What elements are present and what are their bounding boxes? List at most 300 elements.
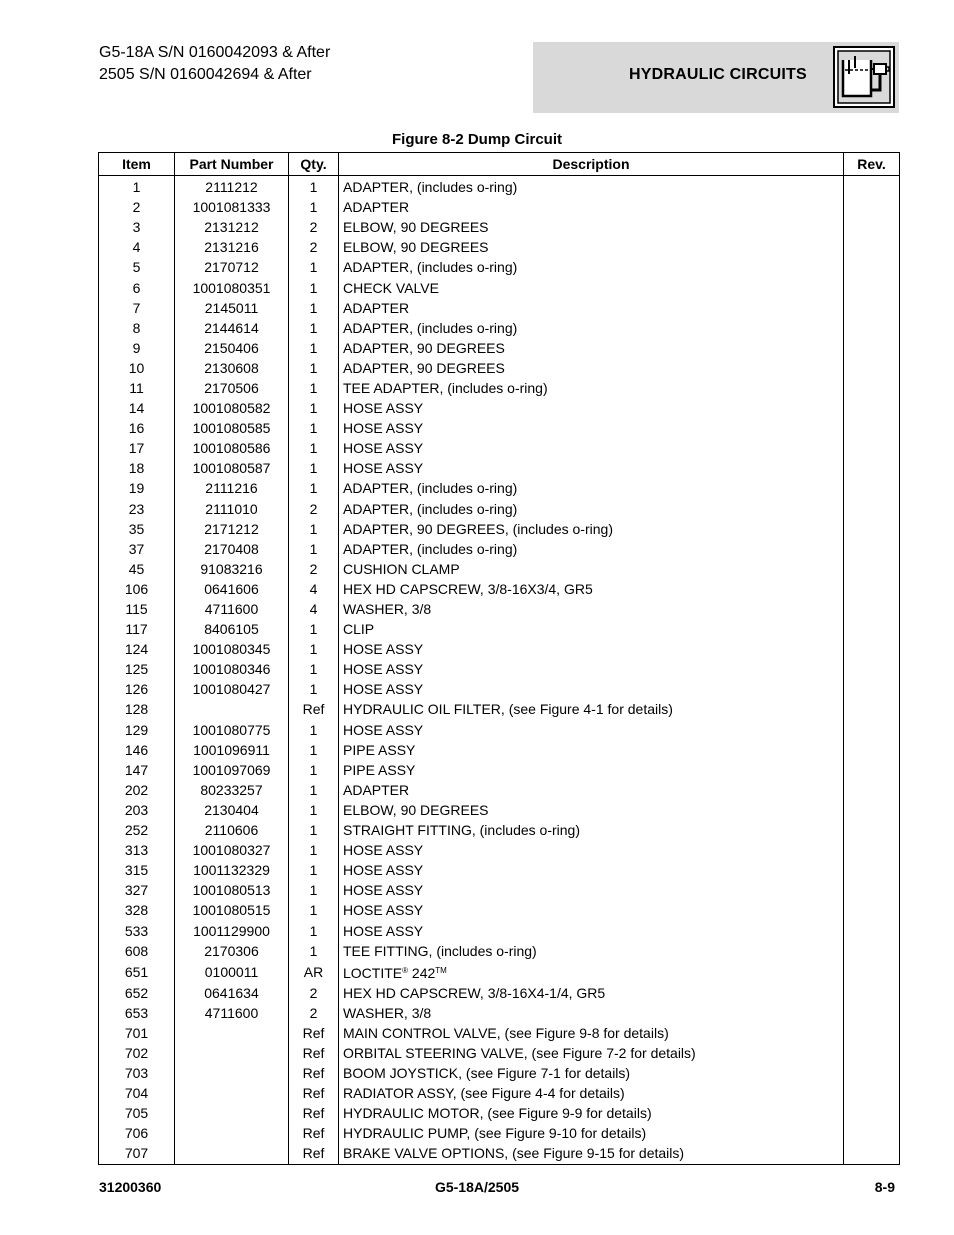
- table-row: [99, 599, 900, 619]
- item-cell: 115: [99, 599, 175, 619]
- table-row: [99, 659, 900, 679]
- rev-cell: [844, 237, 900, 257]
- table-row: [99, 760, 900, 780]
- table-row: [99, 338, 900, 358]
- description-cell: HYDRAULIC MOTOR, (see Figure 9-9 for details): [339, 1103, 844, 1123]
- description-cell: HEX HD CAPSCREW, 3/8-16X3/4, GR5: [339, 579, 844, 599]
- part-number-cell: 1001080427: [175, 679, 289, 699]
- col-header-item: Item: [99, 153, 175, 176]
- table-row: [99, 840, 900, 860]
- part-number-cell: [175, 1143, 289, 1164]
- item-cell: 129: [99, 720, 175, 740]
- item-cell: 3: [99, 217, 175, 237]
- part-number-cell: 2171212: [175, 519, 289, 539]
- part-number-cell: 2111010: [175, 499, 289, 519]
- description-cell: ADAPTER: [339, 780, 844, 800]
- item-cell: 203: [99, 800, 175, 820]
- qty-cell: 1: [289, 820, 339, 840]
- item-cell: 23: [99, 499, 175, 519]
- description-cell: HYDRAULIC OIL FILTER, (see Figure 4-1 for details): [339, 699, 844, 719]
- description-cell: HOSE ASSY: [339, 720, 844, 740]
- description-cell: HEX HD CAPSCREW, 3/8-16X4-1/4, GR5: [339, 983, 844, 1003]
- part-number-cell: 1001080582: [175, 398, 289, 418]
- qty-cell: 1: [289, 880, 339, 900]
- part-number-cell: 1001080775: [175, 720, 289, 740]
- item-cell: 126: [99, 679, 175, 699]
- rev-cell: [844, 257, 900, 277]
- item-cell: 705: [99, 1103, 175, 1123]
- rev-cell: [844, 398, 900, 418]
- hydraulic-tank-icon: [833, 46, 895, 108]
- table-row: [99, 880, 900, 900]
- part-number-cell: 80233257: [175, 780, 289, 800]
- description-cell: HOSE ASSY: [339, 900, 844, 920]
- qty-cell: 4: [289, 579, 339, 599]
- item-cell: 45: [99, 559, 175, 579]
- table-row: [99, 1063, 900, 1083]
- table-row: [99, 679, 900, 699]
- description-cell: PIPE ASSY: [339, 740, 844, 760]
- table-row: [99, 237, 900, 257]
- qty-cell: Ref: [289, 1103, 339, 1123]
- trademark-mark: TM: [435, 965, 447, 975]
- item-cell: 706: [99, 1123, 175, 1143]
- qty-cell: 1: [289, 900, 339, 920]
- part-number-cell: 0641606: [175, 579, 289, 599]
- item-cell: 17: [99, 438, 175, 458]
- rev-cell: [844, 840, 900, 860]
- qty-cell: AR: [289, 961, 339, 983]
- description-cell: ADAPTER, (includes o-ring): [339, 257, 844, 277]
- part-number-cell: 1001080346: [175, 659, 289, 679]
- description-cell: CUSHION CLAMP: [339, 559, 844, 579]
- rev-cell: [844, 418, 900, 438]
- rev-cell: [844, 599, 900, 619]
- table-row: [99, 176, 900, 198]
- rev-cell: [844, 860, 900, 880]
- rev-cell: [844, 780, 900, 800]
- part-number-cell: 2111216: [175, 478, 289, 498]
- description-cell: HOSE ASSY: [339, 860, 844, 880]
- figure-title: Figure 8-2 Dump Circuit: [391, 131, 563, 148]
- qty-cell: 1: [289, 358, 339, 378]
- description-cell: HOSE ASSY: [339, 438, 844, 458]
- col-header-rev: Rev.: [844, 153, 900, 176]
- qty-cell: 1: [289, 720, 339, 740]
- table-row: [99, 579, 900, 599]
- qty-cell: 1: [289, 920, 339, 940]
- qty-cell: 1: [289, 398, 339, 418]
- item-cell: 128: [99, 699, 175, 719]
- qty-cell: 4: [289, 599, 339, 619]
- item-cell: 6: [99, 277, 175, 297]
- part-number-cell: 1001097069: [175, 760, 289, 780]
- part-number-cell: 2150406: [175, 338, 289, 358]
- description-cell: ADAPTER, (includes o-ring): [339, 176, 844, 198]
- qty-cell: 1: [289, 318, 339, 338]
- col-header-description: Description: [339, 153, 844, 176]
- description-cell: PIPE ASSY: [339, 760, 844, 780]
- part-number-cell: 1001080327: [175, 840, 289, 860]
- table-row: [99, 780, 900, 800]
- part-number-cell: 1001080585: [175, 418, 289, 438]
- table-row: [99, 800, 900, 820]
- qty-cell: 1: [289, 800, 339, 820]
- description-cell: CHECK VALVE: [339, 277, 844, 297]
- part-number-cell: 4711600: [175, 599, 289, 619]
- qty-cell: Ref: [289, 1123, 339, 1143]
- table-row: [99, 740, 900, 760]
- description-cell: [339, 961, 844, 983]
- table-row: [99, 458, 900, 478]
- table-row: [99, 961, 900, 983]
- rev-cell: [844, 820, 900, 840]
- col-header-part-number: Part Number: [175, 153, 289, 176]
- part-number-cell: 2130404: [175, 800, 289, 820]
- section-title: HYDRAULIC CIRCUITS: [629, 66, 807, 83]
- part-number-cell: 4711600: [175, 1003, 289, 1023]
- table-row: [99, 358, 900, 378]
- part-number-cell: [175, 1103, 289, 1123]
- description-cell: HOSE ASSY: [339, 398, 844, 418]
- description-cell: HOSE ASSY: [339, 639, 844, 659]
- qty-cell: Ref: [289, 1063, 339, 1083]
- rev-cell: [844, 1063, 900, 1083]
- table-row: [99, 257, 900, 277]
- qty-cell: 2: [289, 237, 339, 257]
- table-row: [99, 920, 900, 940]
- description-cell: HYDRAULIC PUMP, (see Figure 9-10 for details): [339, 1123, 844, 1143]
- part-number-cell: 1001132329: [175, 860, 289, 880]
- rev-cell: [844, 358, 900, 378]
- rev-cell: [844, 619, 900, 639]
- table-row: [99, 398, 900, 418]
- qty-cell: 1: [289, 679, 339, 699]
- description-cell: TEE ADAPTER, (includes o-ring): [339, 378, 844, 398]
- description-cell: ORBITAL STEERING VALVE, (see Figure 7-2 for details): [339, 1043, 844, 1063]
- part-number-cell: 2170712: [175, 257, 289, 277]
- rev-cell: [844, 800, 900, 820]
- part-number-cell: [175, 1123, 289, 1143]
- table-row: [99, 539, 900, 559]
- part-number-cell: 0641634: [175, 983, 289, 1003]
- footer-page-number: 8-9: [874, 1179, 895, 1195]
- part-number-cell: 2145011: [175, 298, 289, 318]
- part-number-cell: [175, 1063, 289, 1083]
- qty-cell: Ref: [289, 1023, 339, 1043]
- rev-cell: [844, 318, 900, 338]
- item-cell: 1: [99, 176, 175, 198]
- part-number-cell: 1001080513: [175, 880, 289, 900]
- part-number-cell: [175, 699, 289, 719]
- qty-cell: 1: [289, 418, 339, 438]
- rev-cell: [844, 699, 900, 719]
- item-cell: 202: [99, 780, 175, 800]
- rev-cell: [844, 920, 900, 940]
- table-row: [99, 1043, 900, 1063]
- description-cell: HOSE ASSY: [339, 840, 844, 860]
- item-cell: 37: [99, 539, 175, 559]
- item-cell: 651: [99, 961, 175, 983]
- part-number-cell: 2110606: [175, 820, 289, 840]
- description-cell: BRAKE VALVE OPTIONS, (see Figure 9-15 for details): [339, 1143, 844, 1164]
- qty-cell: 2: [289, 559, 339, 579]
- rev-cell: [844, 298, 900, 318]
- rev-cell: [844, 519, 900, 539]
- part-number-cell: 1001080515: [175, 900, 289, 920]
- rev-cell: [844, 941, 900, 961]
- model-header: [99, 42, 330, 86]
- rev-cell: [844, 438, 900, 458]
- table-row: [99, 860, 900, 880]
- qty-cell: 1: [289, 840, 339, 860]
- table-row: [99, 619, 900, 639]
- rev-cell: [844, 1083, 900, 1103]
- part-number-cell: [175, 1023, 289, 1043]
- table-header-row: [99, 153, 900, 176]
- item-cell: 2: [99, 197, 175, 217]
- part-number-cell: 2170306: [175, 941, 289, 961]
- description-cell: STRAIGHT FITTING, (includes o-ring): [339, 820, 844, 840]
- rev-cell: [844, 338, 900, 358]
- table-row: [99, 1103, 900, 1123]
- table-row: [99, 1083, 900, 1103]
- qty-cell: 1: [289, 639, 339, 659]
- item-cell: 653: [99, 1003, 175, 1023]
- item-cell: 9: [99, 338, 175, 358]
- part-number-cell: [175, 1043, 289, 1063]
- item-cell: 313: [99, 840, 175, 860]
- qty-cell: 1: [289, 298, 339, 318]
- model-line-1: G5-18A S/N 0160042093 & After: [99, 44, 331, 61]
- item-cell: 18: [99, 458, 175, 478]
- table-row: [99, 277, 900, 297]
- qty-cell: 1: [289, 478, 339, 498]
- item-cell: 14: [99, 398, 175, 418]
- table-row: [99, 1123, 900, 1143]
- item-cell: 704: [99, 1083, 175, 1103]
- item-cell: 11: [99, 378, 175, 398]
- item-cell: 146: [99, 740, 175, 760]
- description-cell: WASHER, 3/8: [339, 1003, 844, 1023]
- item-cell: 533: [99, 920, 175, 940]
- rev-cell: [844, 458, 900, 478]
- table-row: [99, 378, 900, 398]
- item-cell: 147: [99, 760, 175, 780]
- table-row: [99, 983, 900, 1003]
- rev-cell: [844, 880, 900, 900]
- item-cell: 252: [99, 820, 175, 840]
- part-number-cell: 1001129900: [175, 920, 289, 940]
- rev-cell: [844, 639, 900, 659]
- table-row: [99, 720, 900, 740]
- description-cell: ADAPTER, (includes o-ring): [339, 499, 844, 519]
- rev-cell: [844, 378, 900, 398]
- description-cell: ADAPTER, (includes o-ring): [339, 539, 844, 559]
- rev-cell: [844, 579, 900, 599]
- qty-cell: 1: [289, 539, 339, 559]
- qty-cell: 1: [289, 619, 339, 639]
- part-number-cell: 2130608: [175, 358, 289, 378]
- item-cell: 19: [99, 478, 175, 498]
- part-number-cell: 0100011: [175, 961, 289, 983]
- qty-cell: 1: [289, 860, 339, 880]
- item-cell: 7: [99, 298, 175, 318]
- qty-cell: 1: [289, 378, 339, 398]
- part-number-cell: 2131216: [175, 237, 289, 257]
- item-cell: 702: [99, 1043, 175, 1063]
- qty-cell: Ref: [289, 1043, 339, 1063]
- table-row: [99, 519, 900, 539]
- rev-cell: [844, 983, 900, 1003]
- qty-cell: 1: [289, 780, 339, 800]
- item-cell: 117: [99, 619, 175, 639]
- rev-cell: [844, 1003, 900, 1023]
- item-cell: 703: [99, 1063, 175, 1083]
- qty-cell: 1: [289, 277, 339, 297]
- part-number-cell: 2144614: [175, 318, 289, 338]
- item-cell: 106: [99, 579, 175, 599]
- item-cell: 327: [99, 880, 175, 900]
- description-cell: HOSE ASSY: [339, 659, 844, 679]
- rev-cell: [844, 659, 900, 679]
- table-row: [99, 318, 900, 338]
- table-row: [99, 699, 900, 719]
- table-row: [99, 559, 900, 579]
- qty-cell: 1: [289, 740, 339, 760]
- table-row: [99, 820, 900, 840]
- table-row: [99, 1143, 900, 1164]
- part-number-cell: 1001081333: [175, 197, 289, 217]
- rev-cell: [844, 679, 900, 699]
- model-line-2: 2505 S/N 0160042694 & After: [99, 66, 312, 83]
- table-row: [99, 478, 900, 498]
- qty-cell: 1: [289, 760, 339, 780]
- part-number-cell: 1001096911: [175, 740, 289, 760]
- rev-cell: [844, 1143, 900, 1164]
- part-number-cell: 1001080351: [175, 277, 289, 297]
- rev-cell: [844, 478, 900, 498]
- part-number-cell: 2170408: [175, 539, 289, 559]
- qty-cell: 1: [289, 197, 339, 217]
- qty-cell: 1: [289, 338, 339, 358]
- qty-cell: 2: [289, 499, 339, 519]
- item-cell: 315: [99, 860, 175, 880]
- description-cell: CLIP: [339, 619, 844, 639]
- description-cell: ADAPTER, (includes o-ring): [339, 318, 844, 338]
- part-number-cell: 91083216: [175, 559, 289, 579]
- item-cell: 5: [99, 257, 175, 277]
- item-cell: 608: [99, 941, 175, 961]
- table-row: [99, 217, 900, 237]
- item-cell: 328: [99, 900, 175, 920]
- rev-cell: [844, 1023, 900, 1043]
- description-cell: TEE FITTING, (includes o-ring): [339, 941, 844, 961]
- description-cell: WASHER, 3/8: [339, 599, 844, 619]
- parts-table: [98, 152, 900, 1165]
- part-number-cell: 1001080586: [175, 438, 289, 458]
- table-row: [99, 1003, 900, 1023]
- item-cell: 652: [99, 983, 175, 1003]
- qty-cell: 1: [289, 176, 339, 198]
- item-cell: 4: [99, 237, 175, 257]
- qty-cell: 2: [289, 1003, 339, 1023]
- qty-cell: Ref: [289, 699, 339, 719]
- rev-cell: [844, 900, 900, 920]
- description-cell: HOSE ASSY: [339, 880, 844, 900]
- description-cell: ADAPTER, (includes o-ring): [339, 478, 844, 498]
- item-cell: 701: [99, 1023, 175, 1043]
- description-text: LOCTITE: [343, 964, 403, 981]
- description-cell: ADAPTER, 90 DEGREES, (includes o-ring): [339, 519, 844, 539]
- rev-cell: [844, 961, 900, 983]
- item-cell: 125: [99, 659, 175, 679]
- table-row: [99, 197, 900, 217]
- rev-cell: [844, 740, 900, 760]
- registered-mark: ®: [402, 965, 409, 975]
- description-cell: MAIN CONTROL VALVE, (see Figure 9-8 for details): [339, 1023, 844, 1043]
- rev-cell: [844, 197, 900, 217]
- qty-cell: 1: [289, 438, 339, 458]
- description-cell: HOSE ASSY: [339, 458, 844, 478]
- qty-cell: Ref: [289, 1143, 339, 1164]
- table-row: [99, 418, 900, 438]
- part-number-cell: [175, 1083, 289, 1103]
- rev-cell: [844, 1103, 900, 1123]
- qty-cell: 1: [289, 257, 339, 277]
- table-row: [99, 499, 900, 519]
- section-banner: [533, 42, 899, 113]
- description-cell: ADAPTER, 90 DEGREES: [339, 338, 844, 358]
- item-cell: 8: [99, 318, 175, 338]
- part-number-cell: 2131212: [175, 217, 289, 237]
- table-row: [99, 639, 900, 659]
- rev-cell: [844, 499, 900, 519]
- table-row: [99, 900, 900, 920]
- qty-cell: 2: [289, 983, 339, 1003]
- part-number-cell: 8406105: [175, 619, 289, 639]
- footer-model: G5-18A/2505: [434, 1179, 520, 1195]
- qty-cell: 1: [289, 659, 339, 679]
- description-cell: BOOM JOYSTICK, (see Figure 7-1 for details): [339, 1063, 844, 1083]
- rev-cell: [844, 176, 900, 198]
- description-cell: ELBOW, 90 DEGREES: [339, 800, 844, 820]
- item-cell: 707: [99, 1143, 175, 1164]
- item-cell: 10: [99, 358, 175, 378]
- part-number-cell: 1001080345: [175, 639, 289, 659]
- footer-doc-number: 31200360: [99, 1179, 162, 1195]
- part-number-cell: 2111212: [175, 176, 289, 198]
- qty-cell: 1: [289, 458, 339, 478]
- description-tail: 242: [408, 964, 436, 981]
- description-cell: ELBOW, 90 DEGREES: [339, 217, 844, 237]
- part-number-cell: 2170506: [175, 378, 289, 398]
- rev-cell: [844, 1123, 900, 1143]
- description-cell: HOSE ASSY: [339, 920, 844, 940]
- item-cell: 124: [99, 639, 175, 659]
- description-cell: ADAPTER, 90 DEGREES: [339, 358, 844, 378]
- description-cell: HOSE ASSY: [339, 418, 844, 438]
- rev-cell: [844, 760, 900, 780]
- rev-cell: [844, 217, 900, 237]
- description-cell: ADAPTER: [339, 197, 844, 217]
- description-cell: HOSE ASSY: [339, 679, 844, 699]
- description-cell: ELBOW, 90 DEGREES: [339, 237, 844, 257]
- qty-cell: Ref: [289, 1083, 339, 1103]
- item-cell: 16: [99, 418, 175, 438]
- item-cell: 35: [99, 519, 175, 539]
- table-row: [99, 438, 900, 458]
